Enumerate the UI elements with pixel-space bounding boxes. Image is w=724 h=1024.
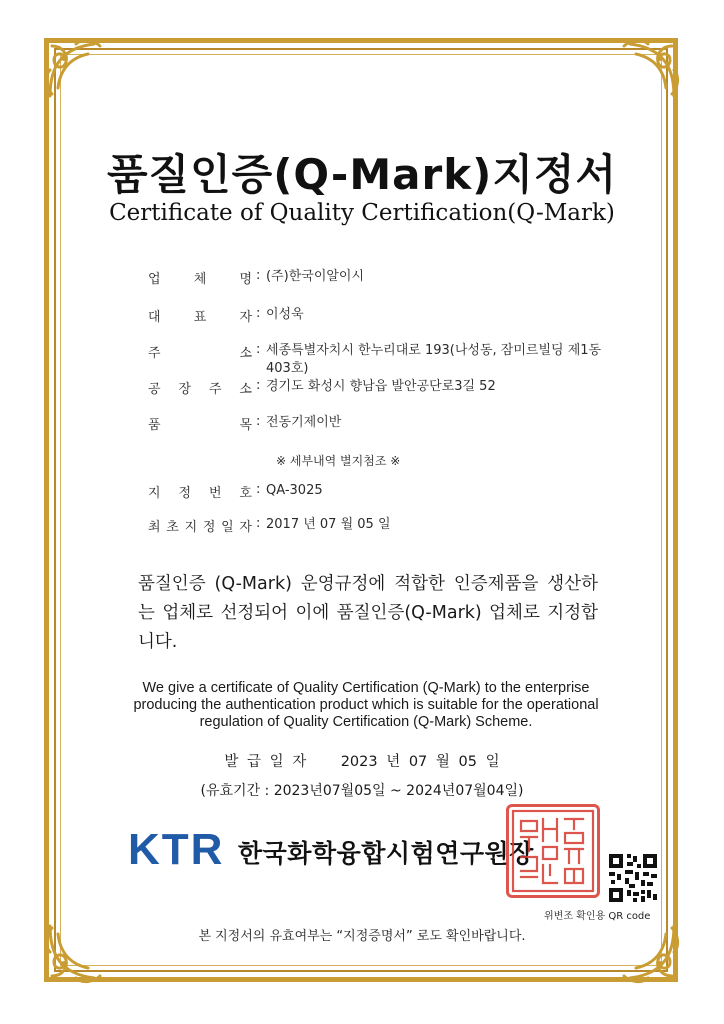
field-label-char: 최 (148, 520, 161, 535)
issue-date (0, 750, 724, 771)
field-label-char: 일 (221, 520, 234, 535)
field-label (148, 516, 256, 535)
title-english: Certificate of Quality Certification(Q-Mark) (109, 200, 615, 226)
field-label (148, 268, 256, 287)
field-label-char: 자 (239, 310, 252, 325)
field-label-char: 업 (148, 272, 161, 287)
footer-note: 본 지정서의 유효여부는 “지정증명서” 로도 확인바랍니다. (198, 929, 526, 944)
colon: : (256, 516, 261, 531)
field-label (148, 306, 256, 325)
field-representative (148, 306, 628, 325)
field-value: QA-3025 (266, 483, 323, 498)
field-value: 경기도 화성시 향남읍 발안공단로3길 52 (266, 379, 496, 394)
field-first-designation-date (148, 516, 628, 535)
field-company (148, 268, 628, 287)
field-label (148, 378, 256, 397)
issue-date-label: 발 급 일 자 (224, 754, 307, 770)
field-designation-number (148, 482, 628, 501)
field-label (148, 414, 256, 433)
official-seal-icon (506, 804, 600, 898)
field-value: (주)한국이알이시 (266, 269, 365, 284)
statement-english: We give a certificate of Quality Certification (Q-Mark) to the enterprise producing the authentication product which is suitable for the operational regulation of Quality Certification (Q-Mark) Scheme. (133, 680, 599, 730)
statement-korean: 품질인증 (Q-Mark) 운영규정에 적합한 인증제품을 생산하는 업체로 선정되어 이에 품질인증(Q-Mark) 업체로 지정합니다. (138, 574, 598, 652)
field-label-char: 장 (178, 382, 192, 397)
issuer-name: 한국화학융합시험연구원장 (238, 839, 534, 868)
field-label-char: 정 (202, 520, 216, 535)
validity-period: (유효기간 : 2023년07월05일 ~ 2024년07월04일) (200, 783, 524, 799)
field-factory-address (148, 378, 628, 397)
colon: : (256, 342, 261, 357)
field-label (148, 342, 256, 378)
qr-caption: 위변조 확인용 QR code (544, 911, 651, 922)
field-label-char: 소 (239, 346, 252, 361)
field-label-char: 표 (193, 310, 207, 325)
corner-ornament-icon (42, 36, 112, 106)
field-label-char: 번 (208, 486, 222, 501)
field-label-char: 품 (148, 418, 161, 433)
field-value: 세종특별자치시 한누리대로 193(나성동, 잠미르빌딩 제1동403호) (266, 343, 602, 376)
field-value: 전동기제이반 (266, 415, 342, 430)
field-label-char: 체 (193, 272, 207, 287)
field-label-char: 지 (148, 486, 161, 501)
field-value: 2017 년 07 월 05 일 (266, 517, 391, 532)
field-label-char: 주 (148, 346, 161, 361)
field-label-char: 자 (239, 520, 252, 535)
field-label-char: 초 (166, 520, 179, 535)
qr-code-icon[interactable] (607, 852, 659, 904)
ktr-logo: KTR (128, 825, 225, 874)
field-label-char: 지 (184, 520, 198, 535)
corner-ornament-icon (612, 36, 682, 106)
field-product (148, 414, 628, 433)
detail-note: ※ 세부내역 별지첨조 ※ (276, 454, 401, 468)
field-label-char: 호 (239, 486, 252, 501)
colon: : (256, 378, 261, 393)
field-label-char: 대 (148, 310, 161, 325)
colon: : (256, 306, 261, 321)
field-address (148, 342, 628, 378)
field-label-char: 주 (208, 382, 222, 397)
field-label-char: 공 (148, 382, 161, 397)
field-label-char: 소 (239, 382, 252, 397)
field-label-char: 목 (239, 418, 252, 433)
field-label-char: 명 (239, 272, 252, 287)
field-label-char: 정 (178, 486, 192, 501)
colon: : (256, 268, 261, 283)
title-korean: 품질인증(Q-Mark)지정서 (106, 150, 618, 199)
issue-date-value: 2023 년 07 월 05 일 (340, 754, 500, 770)
field-label (148, 482, 256, 501)
colon: : (256, 414, 261, 429)
field-value: 이성욱 (266, 307, 304, 322)
colon: : (256, 482, 261, 497)
